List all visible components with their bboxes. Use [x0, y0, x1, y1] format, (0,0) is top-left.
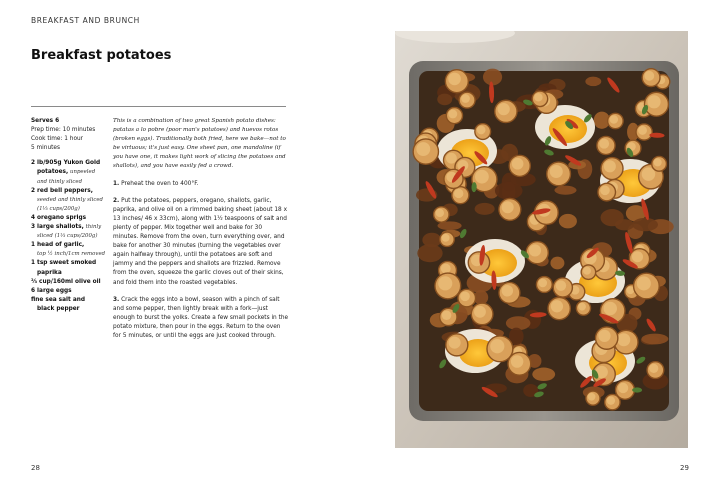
- ingredient-item: fine sea salt and black pepper: [31, 296, 86, 312]
- potato-highlight: [512, 158, 524, 170]
- roasted-bit: [437, 94, 452, 106]
- potato-highlight: [436, 209, 444, 217]
- cook-time: Cook time: 1 hour: [31, 136, 84, 143]
- potato-highlight: [441, 264, 451, 274]
- potato-highlight: [448, 73, 461, 86]
- potato-highlight: [475, 170, 489, 184]
- potato-highlight: [502, 285, 513, 296]
- potato-highlight: [502, 201, 514, 213]
- ingredient-item: 2 lb/905g Yukon Gold potatoes, unpeeled and thinly sliced: [31, 160, 101, 185]
- cook-time-cont: 5 minutes: [31, 145, 60, 152]
- method-step-1: 1. Preheat the oven to 400°F.: [113, 180, 199, 187]
- potato-highlight: [511, 355, 523, 367]
- dish-photo: [395, 31, 688, 448]
- potato-highlight: [449, 337, 461, 349]
- ingredient-item: 4 oregano sprigs: [31, 214, 87, 221]
- potato-highlight: [598, 330, 610, 342]
- potato-highlight: [583, 267, 591, 275]
- recipe-title: Breakfast potatoes: [31, 48, 172, 63]
- ingredient-item: 1 tsp sweet smoked paprika: [31, 260, 97, 276]
- potato-highlight: [416, 142, 430, 156]
- potato-highlight: [638, 126, 647, 135]
- recipe-intro: This is a combination of two great Spanish potato dishes: patatas a lo pobre (poor man's potatoes) and huevos rotos (broken eggs). Traditionally both fried, here we bake—not to be virtuous; it's just easy. One sheet pan, one mandoline (if you have one, it makes light work of slicing the potatoes and shallots), and you have easily fed a crowd.: [113, 118, 286, 170]
- potato-highlight: [446, 153, 457, 164]
- potato-highlight: [607, 396, 615, 404]
- sheet-pan-illustration: [395, 31, 688, 448]
- potato-highlight: [610, 115, 618, 123]
- method-step-2: 2. Put the potatoes, peppers, oregano, shallots, garlic, paprika, and olive oil on a rimmed baking sheet (about 18 x 13 inches/ 46 x 33cm), along with 1½ teaspoons of salt and plenty of pepper. Mix together well and bake for 30 minutes. Remove from the oven, turn everything over, and bake for another 30 minutes (turning the vegetables over again halfway through), until the potatoes are soft and jammy and the peppers and shallots are frizzled. Remove from the oven, squeeze the garlic cloves out of their skins, and fold them into the roasted vegetables.: [113, 197, 288, 286]
- ingredient-item: 3 large shallots, thinly sliced (1⅓ cups/200g): [31, 224, 102, 240]
- ingredients-column: [31, 117, 107, 314]
- potato-highlight: [448, 110, 457, 119]
- potato-highlight: [550, 165, 563, 178]
- roasted-bit: [559, 214, 577, 228]
- potato-highlight: [618, 383, 628, 393]
- potato-highlight: [647, 95, 660, 108]
- potato-highlight: [498, 103, 510, 115]
- potato-highlight: [490, 339, 504, 353]
- roasted-bit: [475, 203, 495, 215]
- prep-time: Prep time: 10 minutes: [31, 127, 96, 134]
- potato-highlight: [460, 291, 470, 301]
- potato-highlight: [604, 160, 616, 172]
- potato-highlight: [654, 158, 662, 166]
- potato-highlight: [556, 280, 567, 291]
- potato-highlight: [534, 93, 543, 102]
- potato-highlight: [644, 71, 654, 81]
- potato-highlight: [474, 306, 486, 318]
- potato-highlight: [604, 302, 617, 315]
- potato-highlight: [578, 303, 586, 311]
- potato-highlight: [442, 234, 450, 242]
- potato-highlight: [637, 276, 651, 290]
- potato-highlight: [617, 333, 630, 346]
- potato-highlight: [529, 244, 541, 256]
- potato-highlight: [632, 251, 643, 262]
- ingredient-item: 2 red bell peppers, seeded and thinly sliced (1⅓ cups/200g): [31, 187, 103, 212]
- roasted-bit: [550, 257, 564, 270]
- serves: Serves 6: [31, 118, 60, 124]
- potato-highlight: [538, 279, 547, 288]
- section-label: BREAKFAST AND BRUNCH: [31, 16, 140, 25]
- roasted-bit: [422, 233, 441, 248]
- method-step-3: 3. Crack the eggs into a bowl, season with a pinch of salt and some pepper, then lightly break with a fork—just enough to burst the yolks. Create a few small pockets in the potato mixture, then pour in the eggs. Return to the oven for 5 minutes, or until the eggs are just cooked through.: [113, 296, 289, 339]
- potato-highlight: [599, 139, 609, 149]
- potato-highlight: [461, 94, 470, 103]
- method-column: [113, 117, 289, 349]
- roasted-bit: [554, 186, 576, 195]
- potato-highlight: [600, 186, 610, 196]
- ingredient-item: 1 head of garlic, top ½ inch/1cm removed: [31, 242, 106, 258]
- potato-highlight: [454, 189, 463, 198]
- roasted-bit: [585, 77, 601, 86]
- potato-highlight: [642, 167, 656, 181]
- page-number-left: 28: [31, 464, 40, 472]
- potato-highlight: [477, 126, 486, 135]
- divider-rule: [31, 106, 286, 107]
- roasted-bit: [641, 334, 668, 345]
- roasted-bit: [483, 69, 502, 86]
- potato-highlight: [442, 310, 452, 320]
- ingredient-item: ⅔ cup/160ml olive oil: [31, 278, 101, 285]
- roasted-bit: [601, 209, 624, 226]
- potato-highlight: [588, 393, 596, 401]
- ingredient-item: 6 large eggs: [31, 287, 72, 294]
- potato-highlight: [438, 276, 452, 290]
- potato-highlight: [649, 364, 658, 373]
- page-number-right: 29: [680, 464, 689, 472]
- roasted-bit: [632, 218, 658, 231]
- roasted-bit: [532, 368, 555, 382]
- potato-highlight: [551, 300, 563, 312]
